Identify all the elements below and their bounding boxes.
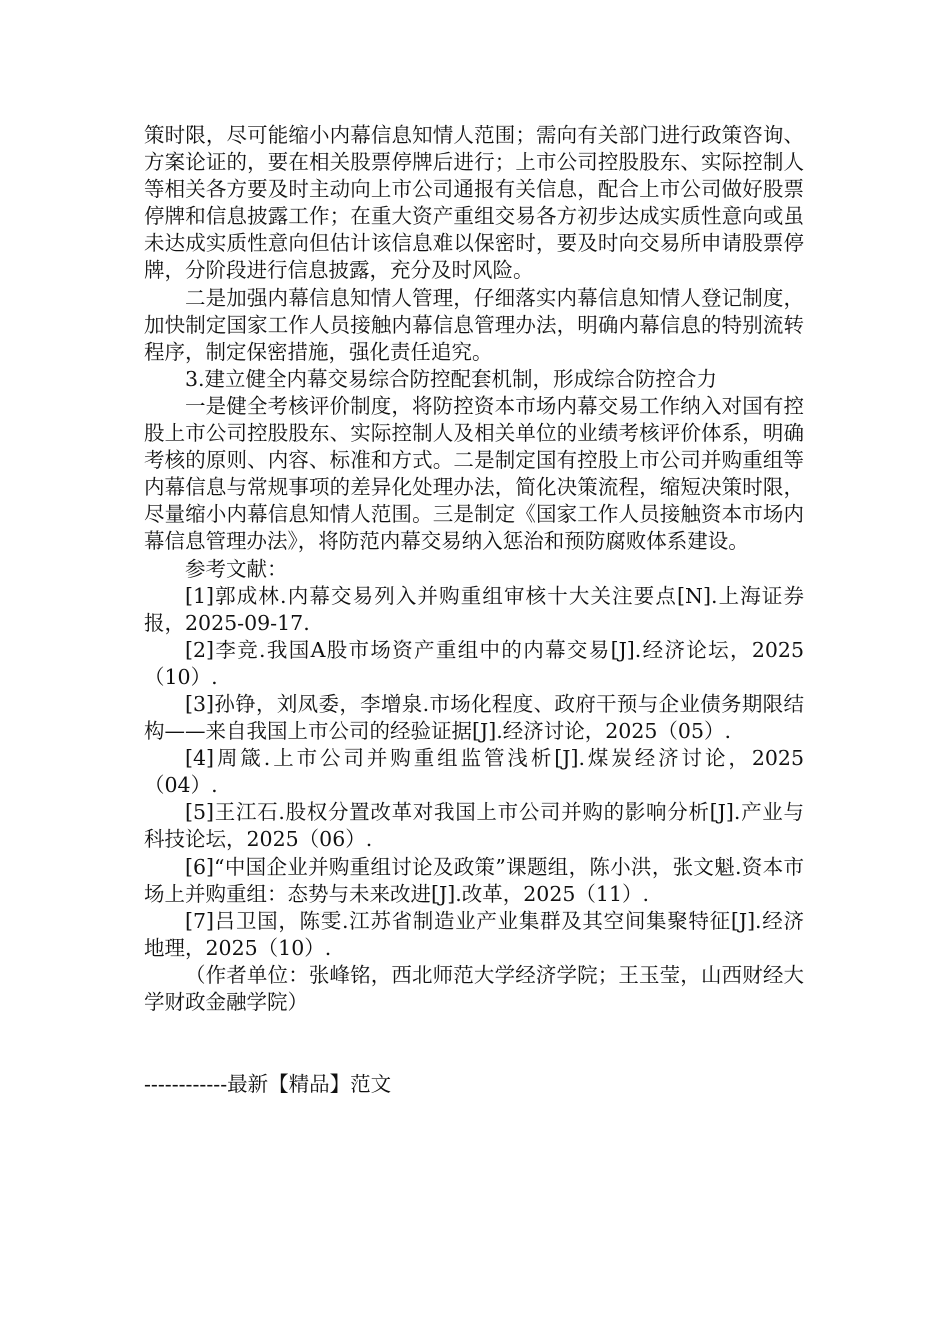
paragraph-evaluation-system: 一是健全考核评价制度，将防控资本市场内幕交易工作纳入对国有控股上市公司控股股东、实际控制人及相关单位的业绩考核评价体系，明确考核的原则、内容、标准和方式。二是制定国有控股上市公司并购重组等内幕信息与常规事项的差异化处理办法，简化决策流程，缩短决策时限，尽量缩小内幕信息知情人范围。三是制定《国家工作人员接触资本市场内幕信息管理办法》，将防范内幕交易纳入惩治和预防腐败体系建设。 (144, 393, 804, 554)
references-heading: 参考文献： (185, 556, 288, 581)
author-affiliation: （作者单位：张峰铭，西北师范大学经济学院；王玉莹，山西财经大学财政金融学院） (144, 962, 804, 1014)
paragraph-knowledge-management: 二是加强内幕信息知情人管理，仔细落实内幕信息知情人登记制度，加快制定国家工作人员接触内幕信息管理办法，明确内幕信息的特别流转程序，制定保密措施，强化责任追究。 (144, 285, 804, 364)
paragraph-continuation: 策时限，尽可能缩小内幕信息知情人范围；需向有关部门进行政策咨询、方案论证的，要在相关股票停牌后进行；上市公司控股股东、实际控制人等相关各方要及时主动向上市公司通报有关信息，配合上市公司做好股票停牌和信息披露工作；在重大资产重组交易各方初步达成实质性意向或虽未达成实质性意向但估计该信息难以保密时，要及时向交易所申请股票停牌，分阶段进行信息披露，充分及时风险。 (144, 123, 804, 283)
reference-item: [5]王江石.股权分置改革对我国上市公司并购的影响分析[J].产业与科技论坛，2025（06）. (144, 800, 804, 852)
reference-item: [6]“中国企业并购重组讨论及政策”课题组，陈小洪，张文魁.资本市场上并购重组：态势与未来改进[J].改革，2025（11）. (144, 854, 804, 906)
reference-list (144, 583, 804, 962)
reference-item: [2]李竞.我国A股市场资产重组中的内幕交易[J].经济论坛，2025（10）. (144, 637, 804, 689)
reference-item: [7]吕卫国，陈雯.江苏省制造业产业集群及其空间集聚特征[J].经济地理，2025（10）. (144, 908, 804, 960)
footer-text: ------------最新【精品】范文 (144, 1072, 392, 1096)
document-body (144, 122, 804, 1016)
reference-item: [3]孙铮，刘凤委，李增泉.市场化程度、政府干预与企业债务期限结构——来自我国上市公司的经验证据[J].经济讨论，2025（05）. (144, 691, 804, 744)
section-heading: 3.建立健全内幕交易综合防控配套机制，形成综合防控合力 (185, 366, 718, 391)
reference-item: [4]周箴.上市公司并购重组监管浅析[J].煤炭经济讨论，2025（04）. (144, 746, 804, 798)
reference-item: [1]郭成林.内幕交易列入并购重组审核十大关注要点[N].上海证券报，2025-09-17. (144, 583, 804, 635)
